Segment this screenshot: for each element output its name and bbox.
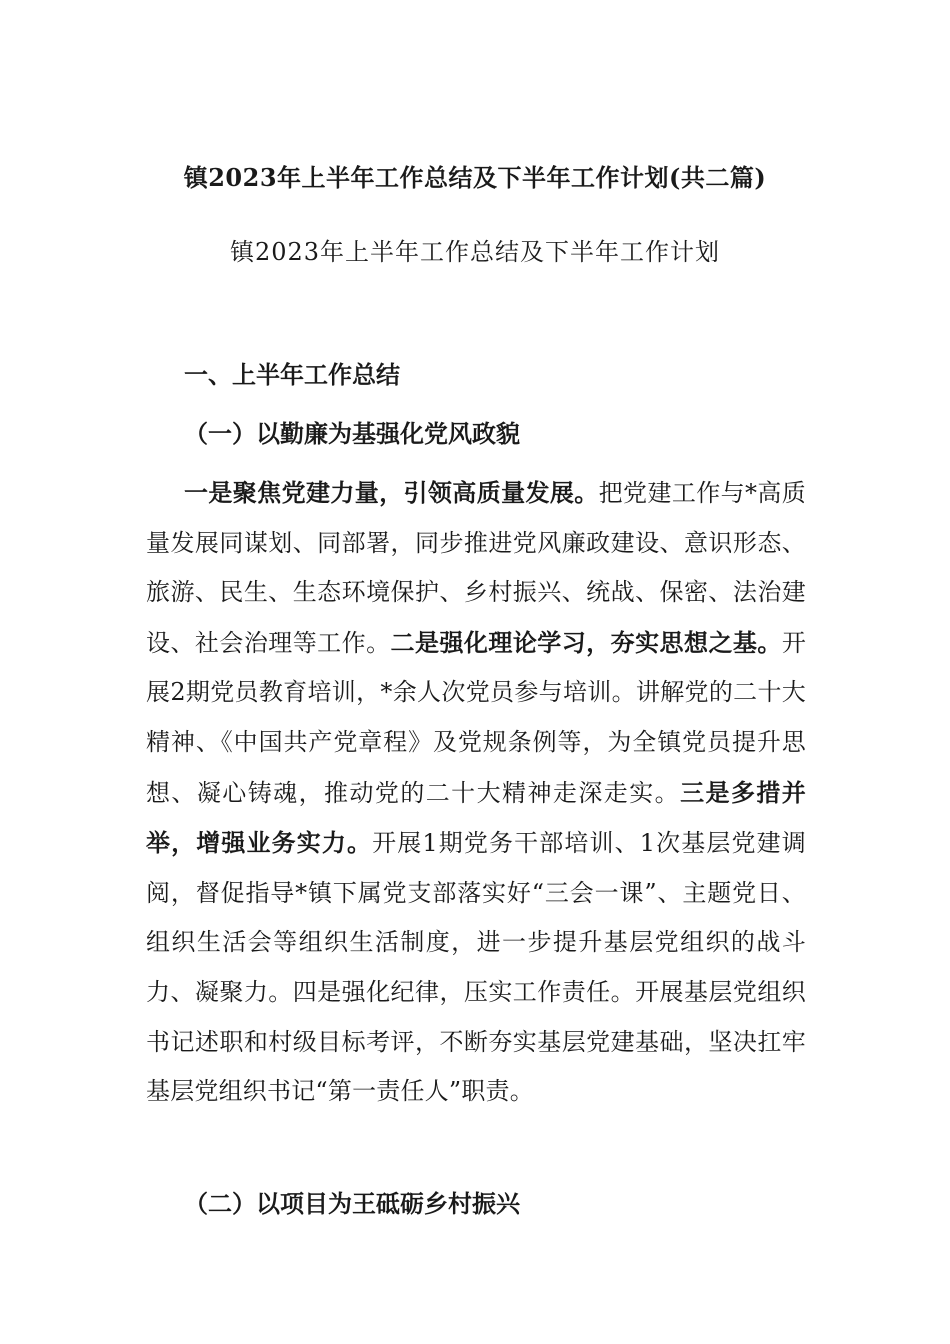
document-subtitle: 镇2023年上半年工作总结及下半年工作计划 — [229, 238, 721, 266]
point-2-lead: 二是强化理论学习，夯实思想之基。 — [390, 627, 782, 657]
point-2-text: 开展2期党员教育培训，*余人次党员参与培训。讲解党的二十大精神、《中国共产党章程》及党规条例等，为全镇党员提升思想、凝心铸魂，推动党的二十大精神走深走实。 — [146, 628, 807, 807]
point-1-lead: 一是聚焦党建力量，引领高质量发展。 — [184, 478, 599, 507]
document-title: 镇2023年上半年工作总结及下半年工作计划(共二篇) — [183, 163, 767, 192]
point-3-text: 开展1期党务干部培训、1次基层党建调阅，督促指导*镇下属党支部落实好“三会一课”、主题党日、组织生活会等组织生活制度，进一步提升基层党组织的战斗力、凝聚力。四是强化纪律，压实工作责任。开展基层党组织书记述职和村级目标考评，不断夯实基层党建基础，坚决扛牢基层党组织书记“第一责任人”职责。 — [146, 829, 806, 1106]
point-1-text: 把党建工作与*高质量发展同谋划、同部署，同步推进党风廉政建设、意识形态、旅游、民生、生态环境保护、乡村振兴、统战、保密、法治建设、社会治理等工作。 — [146, 479, 806, 657]
subsection-heading-2: （二）以项目为王砥砺乡村振兴 — [184, 1189, 520, 1218]
subsection-heading-1: （一）以勤廉为基强化党风政貌 — [184, 419, 520, 448]
body-paragraph — [146, 468, 806, 1117]
point-3-lead: 三是多措并举，增强业务实力。 — [146, 777, 807, 858]
section-heading: 一、上半年工作总结 — [184, 360, 400, 389]
